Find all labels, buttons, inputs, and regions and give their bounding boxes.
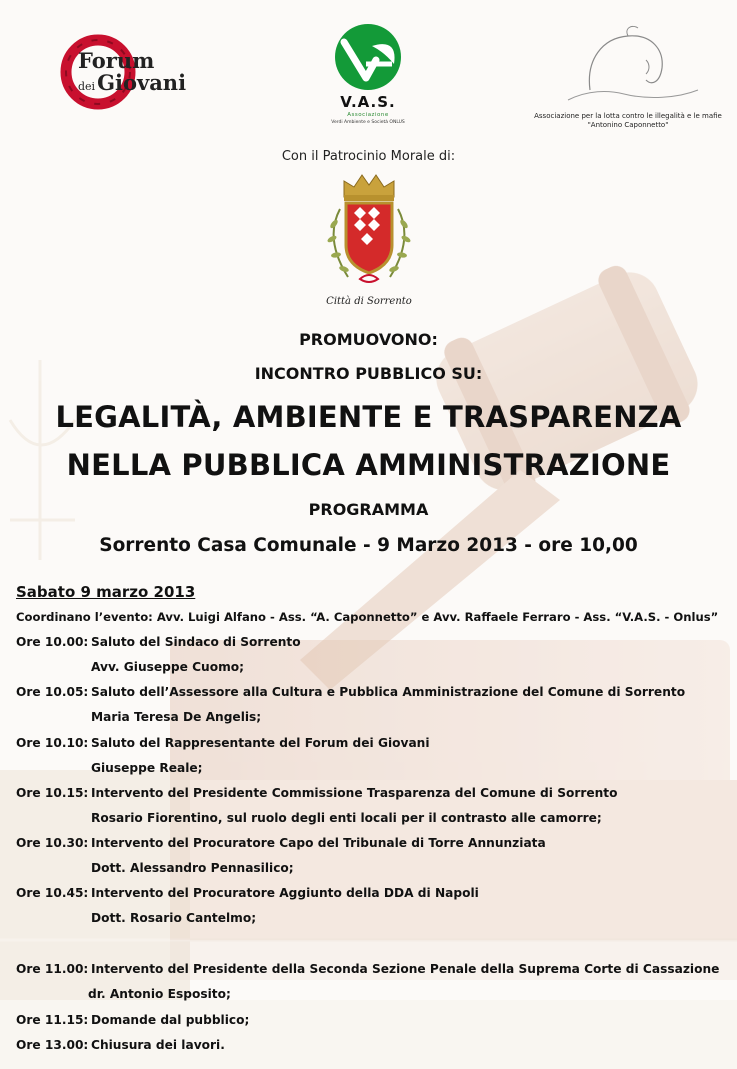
schedule-text: Domande dal pubblico; (91, 1013, 250, 1027)
incontro-heading: INCONTRO PUBBLICO SU: (254, 364, 483, 383)
schedule-time: Ore 10.30: (16, 836, 89, 850)
schedule-text: Saluto dell’Assessore alla Cultura e Pubblica Amministrazione del Comune di Sorrento (91, 685, 686, 699)
schedule-time: Ore 13.00: (16, 1038, 89, 1052)
schedule-row (16, 886, 479, 900)
schedule-time: Ore 11.00: (16, 962, 89, 976)
schedule-text: Saluto del Sindaco di Sorrento (91, 635, 301, 649)
schedule-speaker: dr. Antonio Esposito; (88, 987, 231, 1001)
forum-dei-word: dei (78, 80, 96, 93)
schedule-row (16, 1013, 249, 1027)
caponnetto-portrait-icon (528, 20, 728, 105)
schedule-time: Ore 11.15: (16, 1013, 89, 1027)
vas-sub2: Verdi Ambiente e Società ONLUS (331, 120, 405, 125)
promuovono-heading: PROMUOVONO: (299, 330, 438, 349)
schedule-row (16, 685, 685, 699)
forum-dei-giovani-logo (58, 28, 198, 118)
event-dateline: Sorrento Casa Comunale - 9 Marzo 2013 - ore 10,00 (99, 535, 638, 556)
schedule-text: Intervento del Presidente Commissione Trasparenza del Comune di Sorrento (91, 786, 618, 800)
schedule-speaker: Giuseppe Reale; (91, 761, 203, 775)
crest-shield-icon (314, 169, 424, 294)
schedule-text: Chiusura dei lavori. (91, 1038, 225, 1052)
schedule-speaker: Rosario Fiorentino, sul ruolo degli enti locali per il contrasto alle camorre; (91, 811, 602, 825)
schedule-row (16, 786, 618, 800)
schedule-speaker: Dott. Rosario Cantelmo; (91, 911, 257, 925)
schedule-row (16, 1038, 225, 1052)
vas-name: V.A.S. (340, 93, 396, 111)
caponnetto-line1: Associazione per la lotta contro le illegalità e le mafie (534, 112, 722, 120)
schedule-row (16, 836, 546, 850)
schedule-row (16, 962, 719, 976)
schedule-time: Ore 10.15: (16, 786, 89, 800)
schedule-time: Ore 10.00: (16, 635, 89, 649)
forum-giovani-word: Giovani (97, 70, 187, 95)
schedule-text: Intervento del Presidente della Seconda Sezione Penale della Suprema Corte di Cassazione (91, 962, 720, 976)
forum-word: Forum (78, 48, 155, 73)
schedule-speaker: Maria Teresa De Angelis; (91, 710, 262, 724)
schedule-row (16, 736, 430, 750)
patrocinio-label: Con il Patrocinio Morale di: (281, 149, 456, 164)
forum-wordmark (78, 50, 186, 94)
title-line2: NELLA PUBBLICA AMMINISTRAZIONE (66, 448, 671, 482)
crest-caption: Città di Sorrento (326, 296, 412, 307)
coordinators-line: Coordinano l’evento: Avv. Luigi Alfano - Ass. “A. Caponnetto” e Avv. Raffaele Ferraro - Ass. “V.A.S. - Onlus” (16, 610, 719, 624)
day-heading: Sabato 9 marzo 2013 (16, 583, 196, 601)
programma-heading: PROGRAMMA (308, 500, 429, 519)
schedule-text: Intervento del Procuratore Aggiunto della DDA di Napoli (91, 886, 479, 900)
schedule-time: Ore 10.45: (16, 886, 89, 900)
vas-logo (318, 24, 418, 134)
vas-sub: Associazione (347, 112, 389, 118)
vas-leaf-icon (318, 24, 418, 92)
schedule-speaker: Avv. Giuseppe Cuomo; (91, 660, 245, 674)
schedule-time: Ore 10.05: (16, 685, 89, 699)
schedule-time: Ore 10.10: (16, 736, 89, 750)
caponnetto-logo (528, 20, 728, 135)
schedule-speaker: Dott. Alessandro Pennasilico; (91, 861, 294, 875)
caponnetto-line2: "Antonino Caponnetto" (587, 121, 669, 129)
sorrento-crest (314, 169, 424, 314)
schedule-text: Intervento del Procuratore Capo del Tribunale di Torre Annunziata (91, 836, 546, 850)
schedule-text: Saluto del Rappresentante del Forum dei Giovani (91, 736, 430, 750)
schedule-row (16, 635, 301, 649)
title-line1: LEGALITÀ, AMBIENTE E TRASPARENZA (55, 400, 682, 434)
